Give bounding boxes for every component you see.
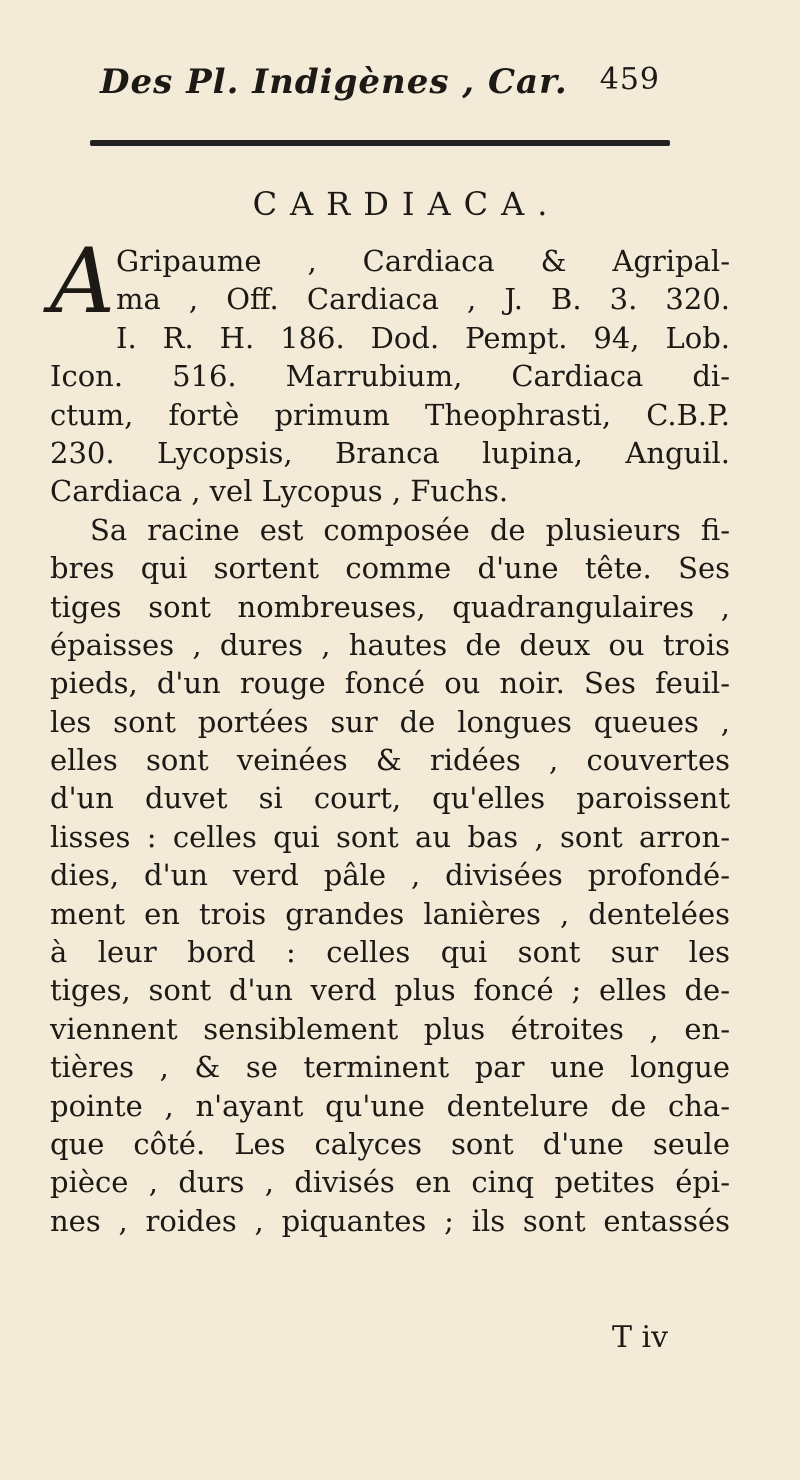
description-line: ment en trois grandes lanières , dentelées [50, 896, 730, 931]
synonymy-line: I. R. H. 186. Dod. Pempt. 94, Lob. [116, 320, 730, 355]
description-line: d'un duvet si court, qu'elles paroissent [50, 781, 730, 816]
synonymy-line: ma , Off. Cardiaca , J. B. 3. 320. [116, 282, 730, 317]
description-line: pièce , durs , divisés en cinq petites épi- [50, 1165, 730, 1200]
synonymy-line: ctum, fortè primum Theophrasti, C.B.P. [50, 397, 730, 432]
description-line: tières , & se terminent par une longue [50, 1050, 730, 1085]
description-line: que côté. Les calyces sont d'une seule [50, 1126, 730, 1161]
description-line: dies, d'un verd pâle , divisées profondé- [50, 858, 730, 893]
drop-cap: A [50, 229, 115, 334]
synonymy-line: 230. Lycopsis, Branca lupina, Anguil. [50, 435, 730, 470]
section-heading: CARDIACA. [252, 185, 561, 223]
header-rule [90, 140, 670, 146]
running-head-title: Des Pl. Indigènes , Car. [100, 62, 568, 102]
synonymy-line: Cardiaca , vel Lycopus , Fuchs. [50, 474, 509, 509]
description-line: nes , roides , piquantes ; ils sont entassés [50, 1203, 730, 1238]
synonymy-line: Icon. 516. Marrubium, Cardiaca di- [50, 359, 730, 394]
synonymy-line: Gripaume , Cardiaca & Agripal- [116, 244, 730, 278]
description-line: viennent sensiblement plus étroites , en- [50, 1011, 730, 1046]
synonymy-block [50, 229, 730, 511]
entry-body [50, 229, 730, 1240]
description-line: épaisses , dures , hautes de deux ou trois [50, 627, 730, 662]
description-line: tiges, sont d'un verd plus foncé ; elles de- [50, 973, 730, 1008]
description-line: Sa racine est composée de plusieurs fi- [90, 512, 730, 547]
description-line: bres qui sortent comme d'une tête. Ses [50, 551, 730, 586]
description-line: tiges sont nombreuses, quadrangulaires , [50, 589, 730, 624]
description-line: les sont portées sur de longues queues , [50, 704, 730, 739]
catchword: T iv [612, 1320, 669, 1355]
running-head [100, 62, 660, 106]
description-line: lisses : celles qui sont au bas , sont arron- [50, 819, 730, 854]
description-line: pointe , n'ayant qu'une dentelure de cha- [50, 1088, 730, 1123]
description-paragraph [50, 511, 730, 1240]
description-line: pieds, d'un rouge foncé ou noir. Ses feuil- [50, 666, 730, 701]
description-line: à leur bord : celles qui sont sur les [50, 935, 730, 970]
page-number: 459 [599, 62, 660, 97]
description-line: elles sont veinées & ridées , couvertes [50, 743, 730, 778]
